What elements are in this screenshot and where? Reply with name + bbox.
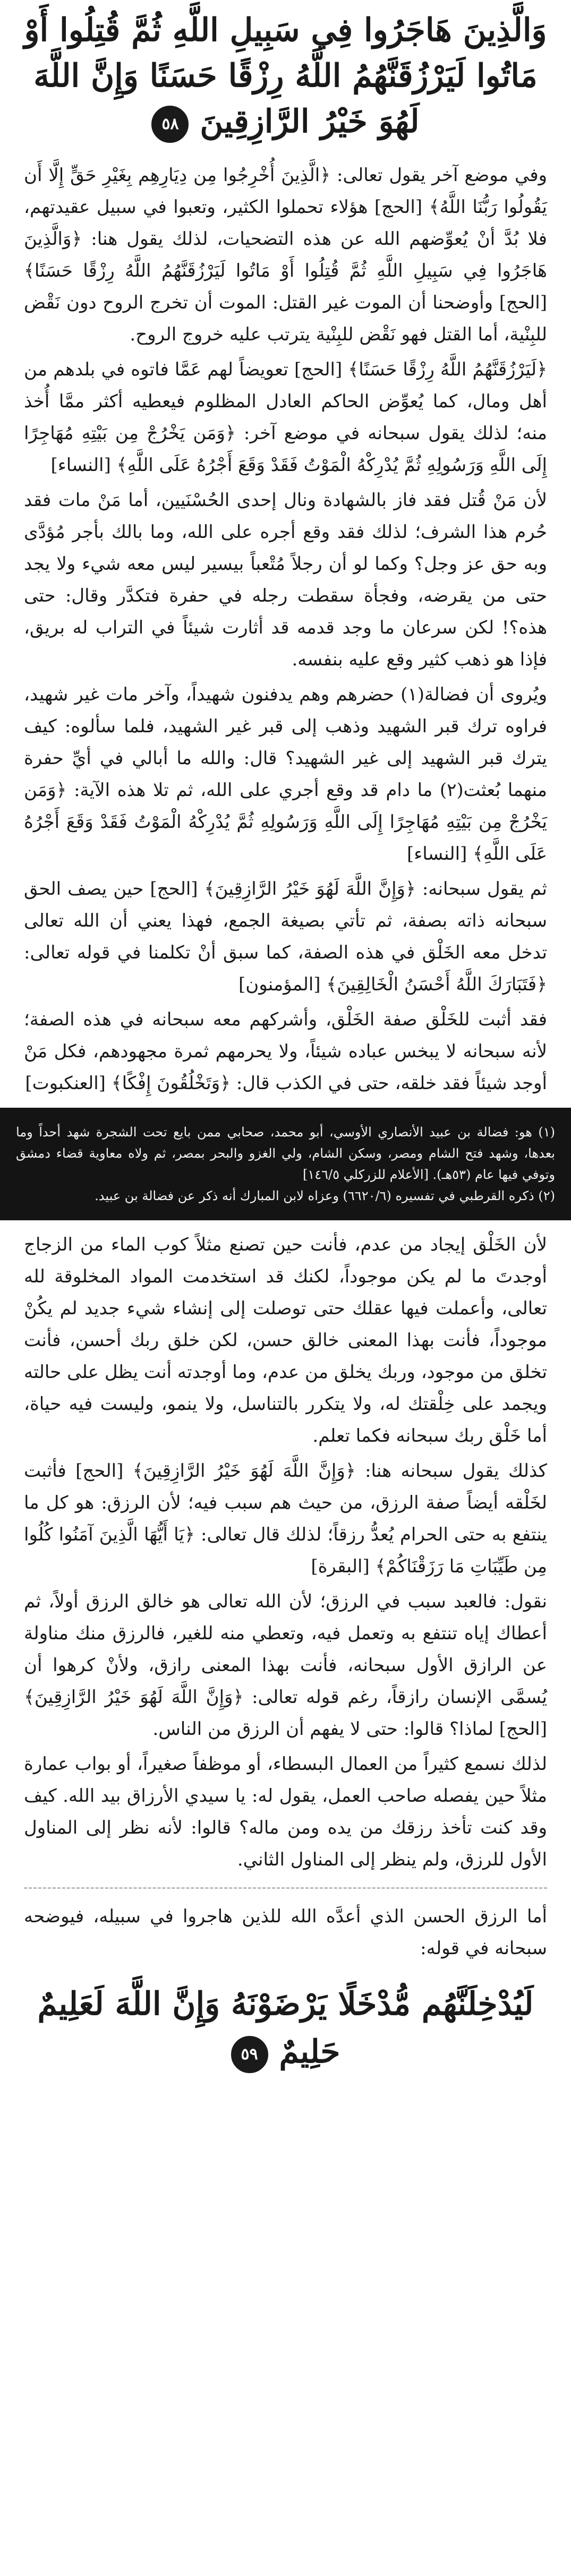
commentary-top [24,159,547,1099]
paragraph: وفي موضع آخر يقول تعالى: ﴿الَّذِينَ أُخْرِجُوا مِن دِيَارِهِم بِغَيْرِ حَقٍّ إِلَّا أَن يَقُولُوا رَبُّنَا اللَّهُ﴾ [الحج] هؤلاء تحملوا الكثير، وتعبوا في سبيل عقيدتهم، فلا بُدَّ أنْ يُعوِّضهم الله عن هذه التضحيات، لذلك يقول هنا: ﴿وَالَّذِينَ هَاجَرُوا فِي سَبِيلِ اللَّهِ ثُمَّ قُتِلُوا أَوْ مَاتُوا لَيَرْزُقَنَّهُمُ اللَّهُ رِزْقًا حَسَنًا﴾ [الحج] وأوضحنا أن الموت غير القتل: الموت أن تخرج الروح دون نَقْض للبِنْية، أما القتل فهو نَقْض للبِنْية يترتب عليه خروج الروح. [24,165,547,345]
header-verse-text: وَالَّذِينَ هَاجَرُوا فِي سَبِيلِ اللَّهِ ثُمَّ قُتِلُوا أَوْ مَاتُوا لَيَرْزُقَنَّهُمُ اللَّهُ رِزْقًا حَسَنًا وَإِنَّ اللَّهَ لَهُوَ خَيْرُ الرَّازِقِينَ [24,12,547,140]
verse-number-badge: ٥٨ [151,106,189,143]
section-divider [24,1887,547,1889]
paragraph: لذلك نسمع كثيراً من العمال البسطاء، أو موظفاً صغيراً، أو بواب عمارة مثلاً حين يفصله صاحب العمل، يقول له: يا سيدي الأرزاق بيد الله. كيف وقد كنت تأخذ رزقك من يده ومن ماله؟ قالوا: لأنه نظر إلى المناول الأول للرزق، ولم ينظر إلى المناول الثاني. [24,1753,547,1870]
footnote: (٢) ذكره القرطبي في تفسيره (٦٦٢٠/٦) وعزاه لابن المبارك أنه ذكر عن فضالة بن عبيد. [95,1188,555,1203]
paragraph: ﴿لَيَرْزُقَنَّهُمُ اللَّهُ رِزْقًا حَسَنًا﴾ [الحج] تعويضاً لهم عَمَّا فاتوه في بلدهم من أهل ومال، كما يُعوِّض الحاكم العادل المظلوم فيعطيه أكثر ممَّا أُخذ منه؛ لذلك يقول سبحانه في موضع آخر: ﴿وَمَن يَخْرُجْ مِن بَيْتِهِ مُهَاجِرًا إِلَى اللَّهِ وَرَسُولِهِ ثُمَّ يُدْرِكْهُ الْمَوْتُ فَقَدْ وَقَعَ أَجْرُهُ عَلَى اللَّهِ﴾ [النساء] [24,359,547,476]
closing-verse [24,1980,547,2076]
closing-verse-text: لَيُدْخِلَنَّهُم مُّدْخَلًا يَرْضَوْنَهُ وَإِنَّ اللَّهَ لَعَلِيمٌ حَلِيمٌ [37,1986,534,2070]
paragraph: أما الرزق الحسن الذي أعدَّه الله للذين هاجروا في سبيله، فيوضحه سبحانه في قوله: [24,1906,547,1959]
paragraph: لأن الخَلْق إيجاد من عدم، فأنت حين تصنع مثلاً كوب الماء من الزجاج أوجدتَ ما لم يكن موجوداً، لكنك قد استخدمت المواد المخلوقة لله تعالى، وأعملت فيها عقلك حتى توصلت إلى إنشاء شيء جديد لم يكُنْ موجوداً، فأنت بهذا المعنى خالق حسن، لكن خلق ربك أحسن، فأنت تخلق من موجود، وربك يخلق من عدم، وما أوجدته أنت يظل على حالته ويجمد على خِلْقتك له، ولا يتكرر بالتناسل، ولا ينمو، وليست فيه حياة، أما خَلْق ربك سبحانه فكما تعلم. [24,1234,547,1447]
paragraph: كذلك يقول سبحانه هنا: ﴿وَإِنَّ اللَّهَ لَهُوَ خَيْرُ الرَّازِقِينَ﴾ [الحج] فأثبت لخَلْقه أيضاً صفة الرزق، من حيث هم سبب فيه؛ لأن الرزق: هو كل ما ينتفع به حتى الحرام يُعدُّ رزقاً؛ لذلك قال تعالى: ﴿يَا أَيُّهَا الَّذِينَ آمَنُوا كُلُوا مِن طَيِّبَاتِ مَا رَزَقْنَاكُمْ﴾ [البقرة] [24,1460,547,1577]
footnotes-box [0,1108,571,1220]
header-verse [24,0,547,159]
verse-number-badge: ٥٩ [231,2036,268,2073]
paragraph: لأن مَنْ قُتل فقد فاز بالشهادة ونال إحدى الحُسْنَيين، أما مَنْ مات فقد حُرم هذا الشرف؛ لذلك فقد وقع أجره على الله، وما بالك بأجر مُؤدَّى وبه حق عز وجل؟ وكما لو أن رجلاً مُتْعباً بيسير ليس معه شيء ولا يجد حتى من يقرضه، وفجأة سقطت رجله في حفرة فتكدَّر وقال: حتى هذه؟! لكن سرعان ما وجد قدمه قد أثارت شيئاً في التراب له بريق، فإذا هو ذهب كثير وقع عليه بنفسه. [24,490,547,670]
commentary-bottom [24,1229,547,1964]
paragraph: ثم يقول سبحانه: ﴿وَإِنَّ اللَّهَ لَهُوَ خَيْرُ الرَّازِقِينَ﴾ [الحج] حين يصف الحق سبحانه ذاته بصفة، ثم تأتي بصيغة الجمع، فهذا يعني أن الله تعالى تدخل معه الخَلْق في هذه الصفة، كما سبق أنْ تكلمنا في قوله تعالى: ﴿فَتَبَارَكَ اللَّهُ أَحْسَنُ الْخَالِقِينَ﴾ [المؤمنون] [24,878,547,995]
footnote: (١) هو: فضالة بن عبيد الأنصاري الأوسي، أبو محمد، صحابي ممن بايع تحت الشجرة شهد أحداً وما بعدها، وشهد فتح الشام ومصر، وسكن الشام، ولي الغزو والبحر بمصر، ثم ولاه معاوية قضاء دمشق وتوفي فيها عام (٥٣هـ). [الأعلام للزركلي ١٤٦/٥] [16,1125,555,1182]
paragraph: نقول: فالعبد سبب في الرزق؛ لأن الله تعالى هو خالق الرزق أولاً، ثم أعطاك إياه تنتفع به وتعمل فيه، وتعطي منه للغير، فالرزق منك مناولة عن الرازق الأول سبحانه، فأنت بهذا المعنى رازق، ولأنْ كرهوا أن يُسمَّى الإنسان رازقاً، رغم قوله تعالى: ﴿وَإِنَّ اللَّهَ لَهُوَ خَيْرُ الرَّازِقِينَ﴾ [الحج] لماذا؟ قالوا: حتى لا يفهم أن الرزق من الناس. [24,1591,547,1740]
paragraph: فقد أثبت للخَلْق صفة الخَلْق، وأشركهم معه سبحانه في هذه الصفة؛ لأنه سبحانه لا يبخس عباده شيئاً، ولا يحرمهم ثمرة مجهودهم، فكل مَنْ أوجد شيئاً فقد خلقه، حتى في الكذب قال: ﴿وَتَخْلُقُونَ إِفْكًا﴾ [العنكبوت] [24,1009,547,1094]
paragraph: ويُروى أن فضالة(١) حضرهم وهم يدفنون شهيداً، وآخر مات غير شهيد، فراوه ترك قبر الشهيد وذهب إلى قبر غير الشهيد، فلما سألوه: كيف يترك قبر الشهيد إلى غير الشهيد؟ قال: والله ما أبالي في أيِّ حفرة منهما بُعثت(٢) ما دام قد وقع أجري على الله، ثم تلا هذه الآية: ﴿وَمَن يَخْرُجْ مِن بَيْتِهِ مُهَاجِرًا إِلَى اللَّهِ وَرَسُولِهِ ثُمَّ يُدْرِكْهُ الْمَوْتُ فَقَدْ وَقَعَ أَجْرُهُ عَلَى اللَّهِ﴾ [النساء] [24,684,548,865]
